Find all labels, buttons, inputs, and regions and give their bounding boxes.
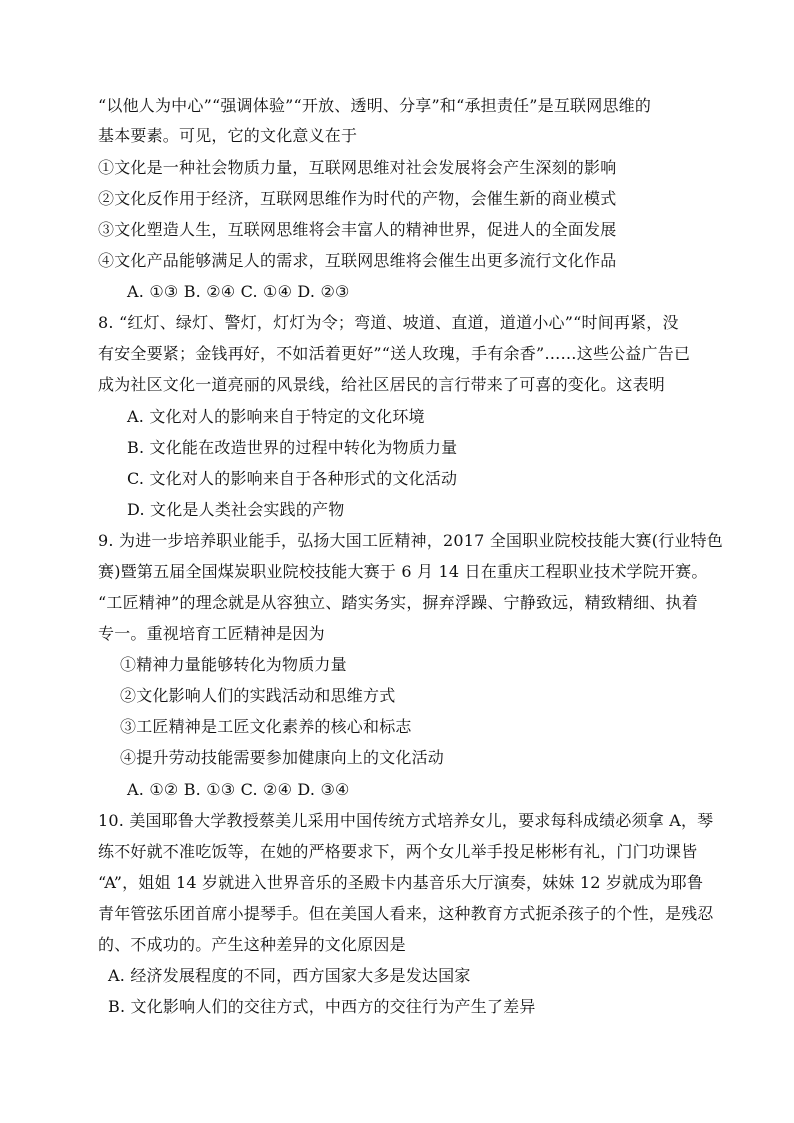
q8-stem-line-2: 有安全要紧；金钱再好，不如活着更好”“送人玫瑰，手有余香”……这些公益广告已 (98, 344, 691, 363)
q10-option-b: B. 文化影响人们的交往方式，中西方的交往行为产生了差异 (108, 997, 536, 1016)
q7-stem-line-2: 基本要素。可见，它的文化意义在于 (98, 126, 358, 145)
q8-option-c: C. 文化对人的影响来自于各种形式的文化活动 (127, 469, 458, 488)
q9-statement-4: ④提升劳动技能需要参加健康向上的文化活动 (120, 748, 445, 767)
q10-option-a: A. 经济发展程度的不同，西方国家大多是发达国家 (108, 966, 471, 985)
q7-statement-2: ②文化反作用于经济，互联网思维作为时代的产物，会催生新的商业模式 (98, 189, 617, 208)
q9-statement-2: ②文化影响人们的实践活动和思维方式 (120, 686, 396, 705)
q9-statement-3: ③工匠精神是工匠文化素养的核心和标志 (120, 717, 412, 736)
q10-stem-line-1: 10. 美国耶鲁大学教授蔡美儿采用中国传统方式培养女儿，要求每科成绩必须拿 A，琴 (98, 811, 714, 830)
q9-stem-line-2: 赛)暨第五届全国煤炭职业院校技能大赛于 6 月 14 日在重庆工程职业技术学院开赛。 (98, 562, 708, 581)
q9-stem-line-4: 专一。重视培育工匠精神是因为 (98, 624, 325, 643)
q8-option-a: A. 文化对人的影响来自于特定的文化环境 (127, 407, 425, 426)
q7-options: A. ①③ B. ②④ C. ①④ D. ②③ (127, 282, 350, 301)
q10-stem-line-5: 的、不成功的。产生这种差异的文化原因是 (98, 935, 406, 954)
q9-stem-line-3: “工匠精神”的理念就是从容独立、踏实务实，摒弃浮躁、宁静致远，精致精细、执着 (98, 593, 698, 612)
q10-stem-line-4: 青年管弦乐团首席小提琴手。但在美国人看来，这种教育方式扼杀孩子的个性，是残忍 (98, 904, 714, 923)
q7-stem-line-1: “以他人为中心”“强调体验”“开放、透明、分享”和“承担责任”是互联网思维的 (98, 96, 652, 115)
q7-statement-1: ①文化是一种社会物质力量，互联网思维对社会发展将会产生深刻的影响 (98, 158, 617, 177)
q9-statement-1: ①精神力量能够转化为物质力量 (120, 655, 347, 674)
q8-stem-line-1: 8. “红灯、绿灯、警灯，灯灯为令；弯道、坡道、直道，道道小心”“时间再紧，没 (98, 313, 679, 332)
q8-option-b: B. 文化能在改造世界的过程中转化为物质力量 (127, 438, 458, 457)
q9-stem-line-1: 9. 为进一步培养职业能手，弘扬大国工匠精神，2017 全国职业院校技能大赛(行业特色 (98, 531, 723, 550)
q8-option-d: D. 文化是人类社会实践的产物 (127, 500, 345, 519)
q7-statement-3: ③文化塑造人生，互联网思维将会丰富人的精神世界，促进人的全面发展 (98, 220, 617, 239)
q8-stem-line-3: 成为社区文化一道亮丽的风景线，给社区居民的言行带来了可喜的变化。这表明 (98, 375, 666, 394)
q10-stem-line-3: “A”，姐姐 14 岁就进入世界音乐的圣殿卡内基音乐大厅演奏，妹妹 12 岁就成为耶鲁 (98, 873, 704, 892)
q7-statement-4: ④文化产品能够满足人的需求，互联网思维将会催生出更多流行文化作品 (98, 251, 617, 270)
q10-stem-line-2: 练不好就不准吃饭等，在她的严格要求下，两个女儿举手投足彬彬有礼，门门功课皆 (98, 842, 698, 861)
q9-options: A. ①② B. ①③ C. ②④ D. ③④ (127, 780, 350, 799)
